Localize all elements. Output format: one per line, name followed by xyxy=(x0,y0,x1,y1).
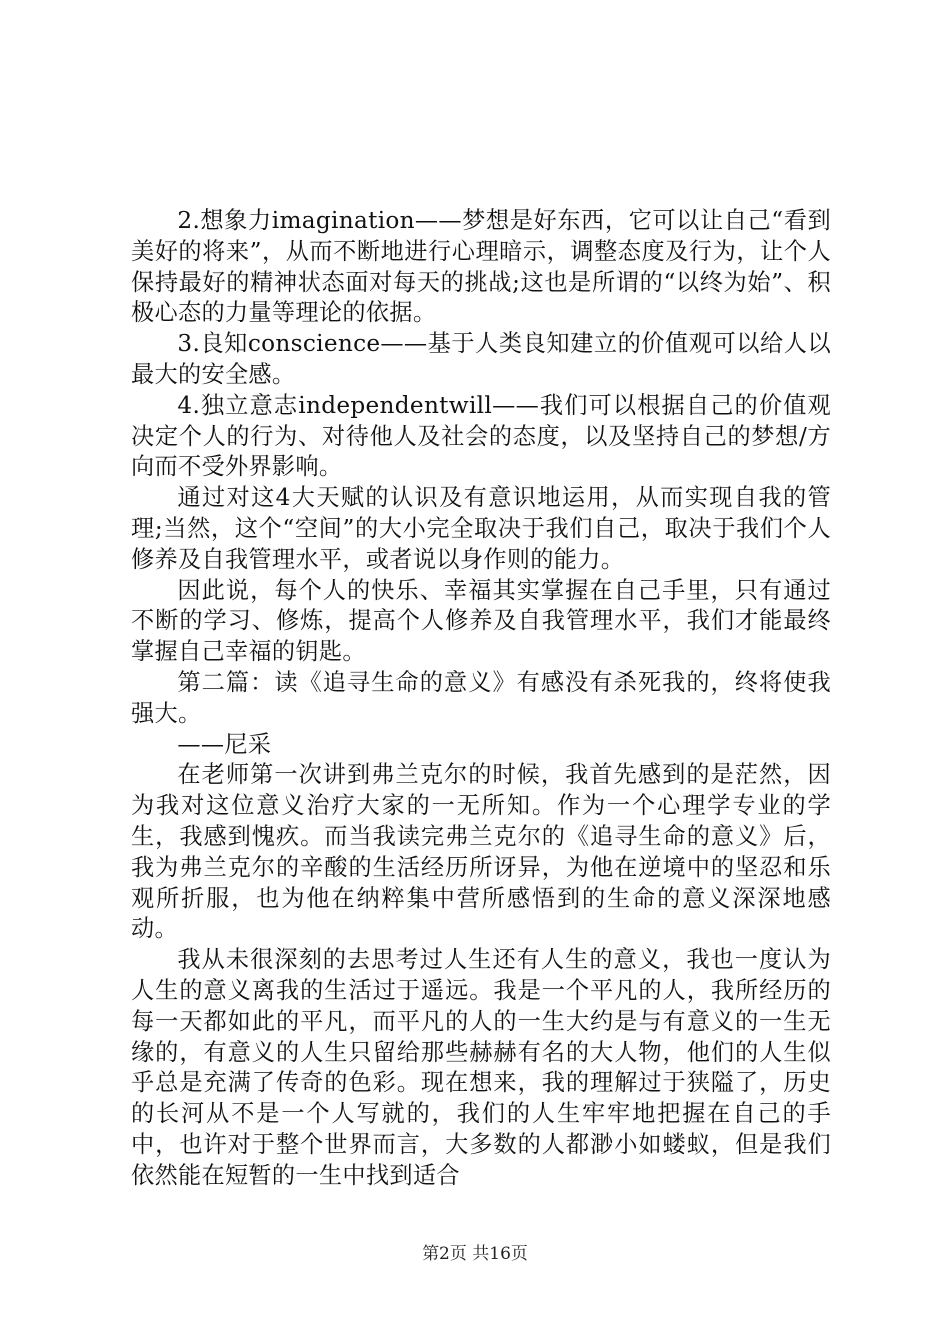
quote-attribution: ——尼采 xyxy=(177,730,272,758)
paragraph-four-talents: 通过对这4大天赋的认识及有意识地运用，从而实现自我的管理;当然，这个“空间”的大小完全取决于我们自己，取决于我们个人修养及自我管理水平，或者说以身作则的能力。 xyxy=(131,484,831,573)
paragraph-happiness-key: 因此说，每个人的快乐、幸福其实掌握在自己手里，只有通过不断的学习、修炼，提高个人修养及自我管理水平，我们才能最终掌握自己幸福的钥匙。 xyxy=(131,576,831,666)
paragraph-meaning-of-life: 我从未很深刻的去思考过人生还有人生的意义，我也一度认为人生的意义离我的生活过于遥远。我是一个平凡的人，我所经历的每一天都如此的平凡，而平凡的人的一生大约是与有意义的一生无缘的，有意义的人生只留给那些赫赫有名的大人物，他们的人生似乎总是充满了传奇的色彩。现在想来，我的理解过于狭隘了，历史的长河从不是一个人写就的，我们的人生牢牢地把握在自己的手中，也许对于整个世界而言，大多数的人都渺小如蝼蚁，但是我们依然能在短暂的一生中找到适合 xyxy=(131,946,831,1189)
paragraph-conscience: 3.良知conscience——基于人类良知建立的价值观可以给人以最大的安全感。 xyxy=(131,330,831,388)
section-heading-second-article: 第二篇：读《追寻生命的意义》有感没有杀死我的，终将使我强大。 xyxy=(131,668,831,727)
paragraph-frankl-intro: 在老师第一次讲到弗兰克尔的时候，我首先感到的是茫然，因为我对这位意义治疗大家的一无所知。作为一个心理学专业的学生，我感到愧疚。而当我读完弗兰克尔的《追寻生命的意义》后，我为弗兰克尔的辛酸的生活经历所讶异，为他在逆境中的坚忍和乐观所折服，也为他在纳粹集中营所感悟到的生命的意义深深地感动。 xyxy=(131,761,831,943)
paragraph-imagination: 2.想象力imagination——梦想是好东西，它可以让自己“看到美好的将来”，从而不断地进行心理暗示，调整态度及行为，让个人保持最好的精神状态面对每天的挑战;这也是所谓的“以终为始”、积极心态的力量等理论的依据。 xyxy=(131,207,831,327)
paragraph-independent-will: 4.独立意志independentwill——我们可以根据自己的价值观决定个人的行为、对待他人及社会的态度，以及坚持自己的梦想/方向而不受外界影响。 xyxy=(131,391,831,481)
document-body xyxy=(131,206,831,1192)
page-number-footer: 第2页 共16页 xyxy=(422,1244,528,1264)
